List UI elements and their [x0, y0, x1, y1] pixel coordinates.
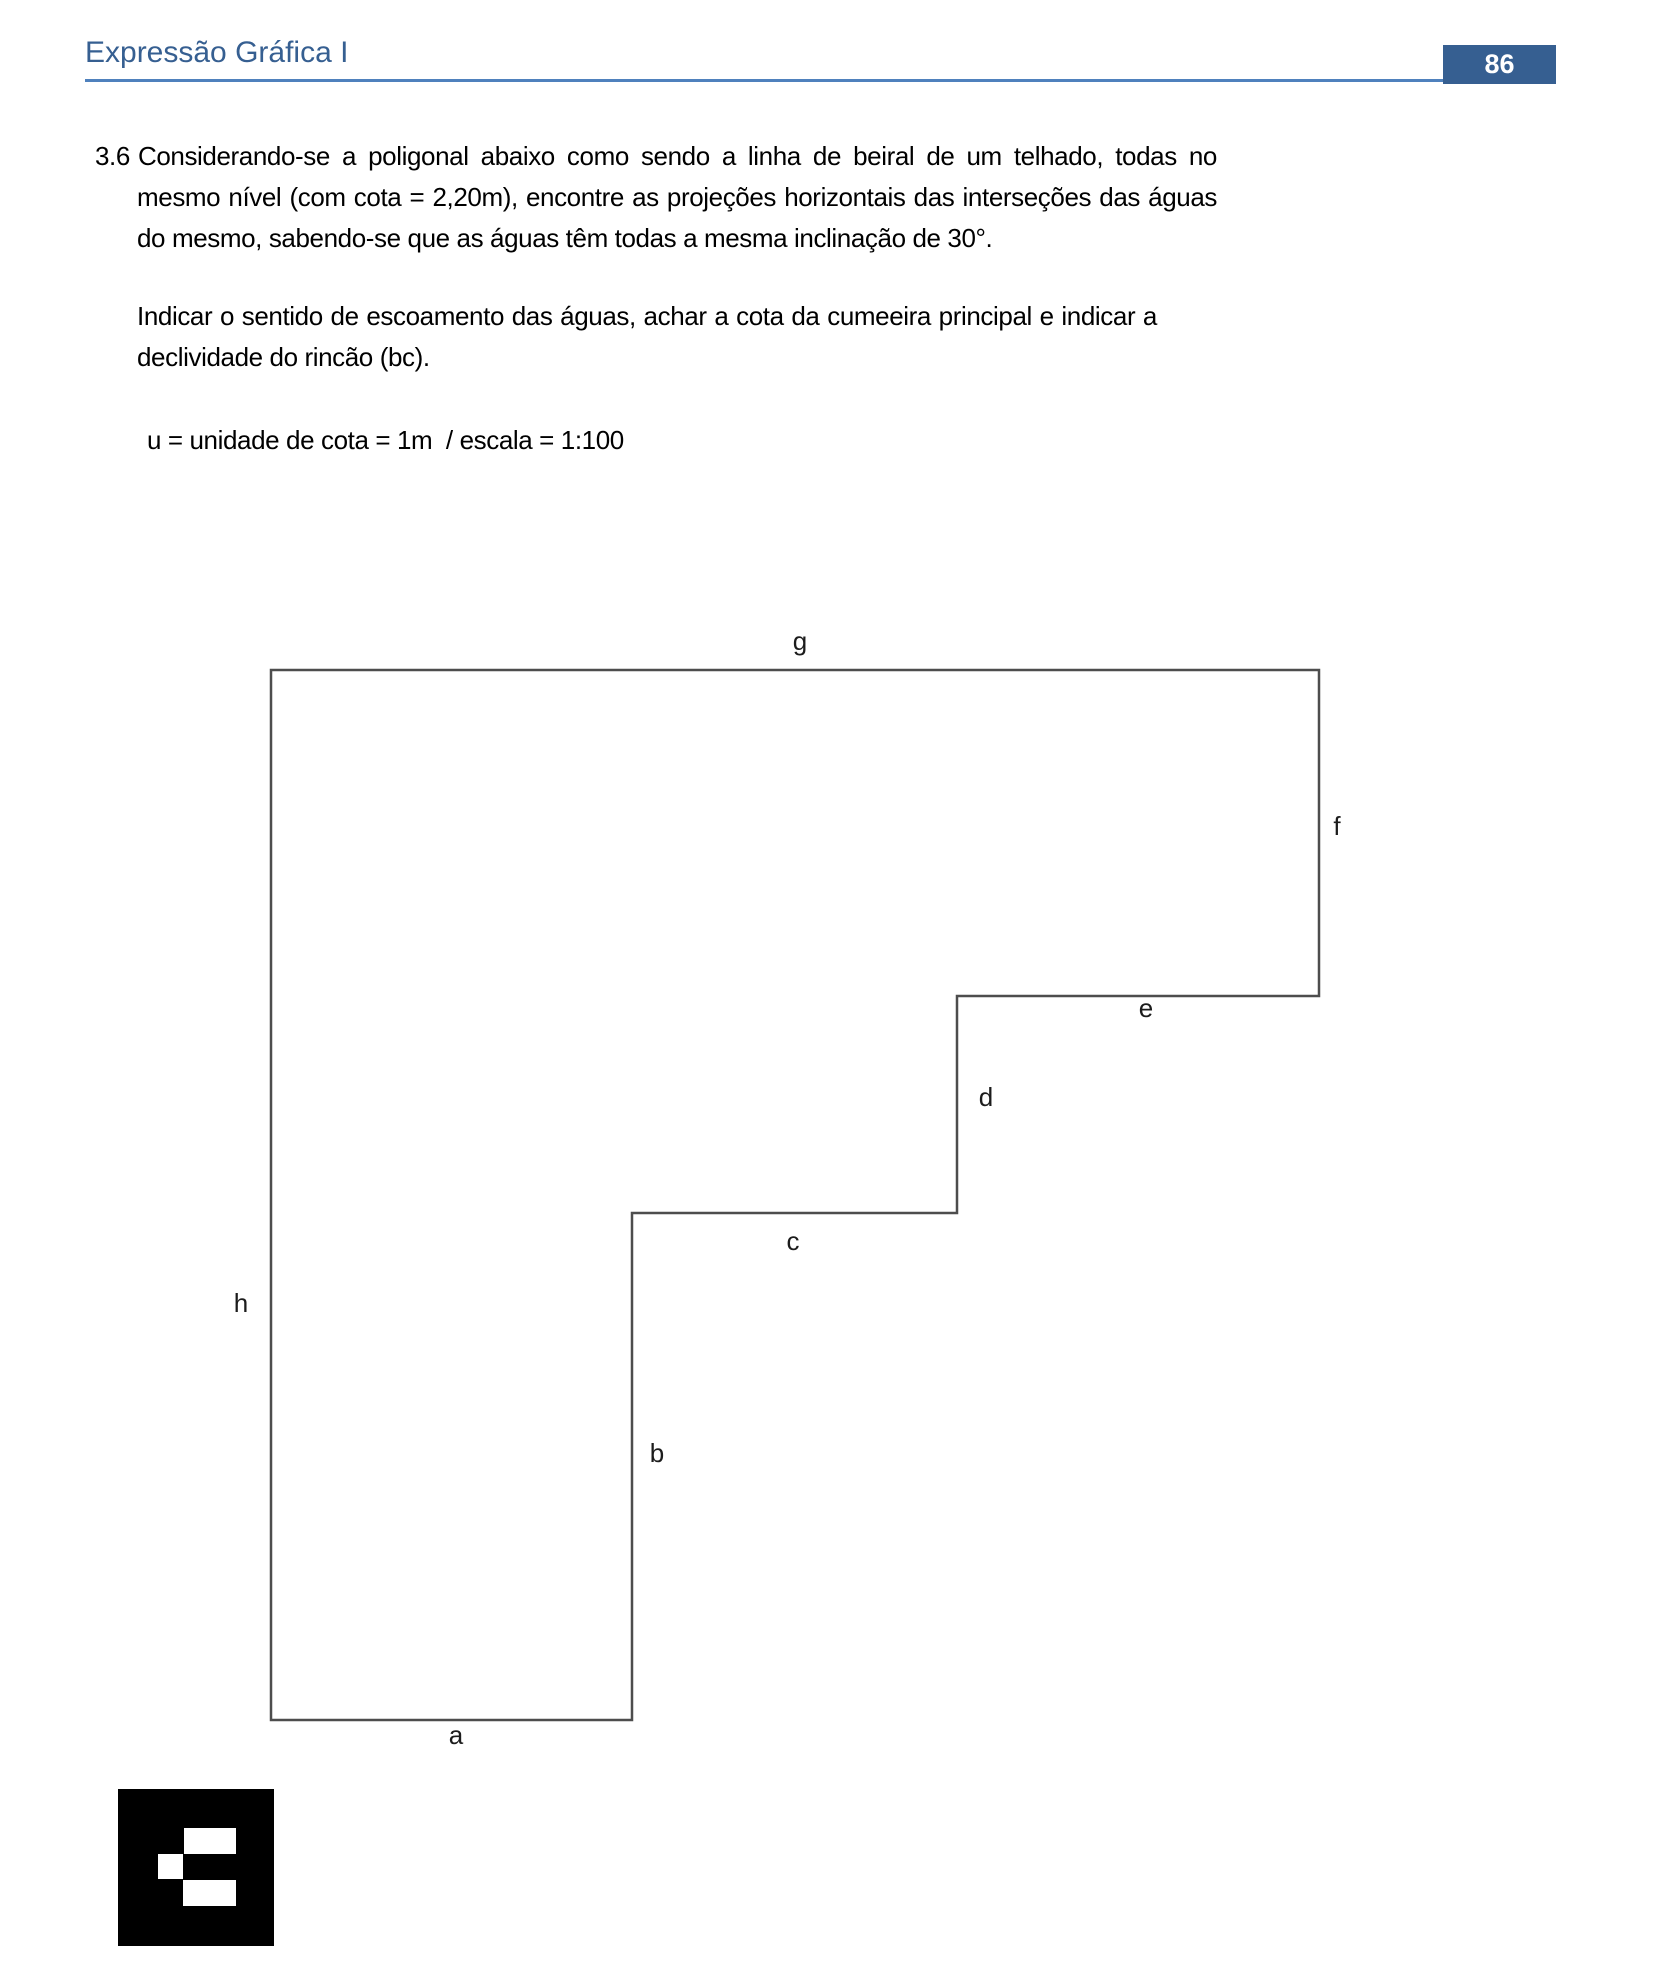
- fiducial-marker: [118, 1789, 274, 1946]
- edge-label-g: g: [792, 626, 808, 656]
- header-title: Expressão Gráfica I: [85, 36, 349, 69]
- edge-label-f: f: [1333, 811, 1341, 841]
- edge-label-c: c: [786, 1226, 800, 1256]
- edge-label-b: b: [649, 1438, 665, 1468]
- scale-note: u = unidade de cota = 1m / escala = 1:100: [147, 425, 624, 455]
- instruction-paragraph: Indicar o sentido de escoamento das águas, achar a cota da cumeeira principal e indicar a declividade do rincão (bc).: [137, 301, 1157, 372]
- eave-polygon: [271, 670, 1319, 1720]
- fiducial-cell: [183, 1880, 236, 1906]
- header-rule: [85, 79, 1556, 82]
- edge-label-e: e: [1138, 993, 1154, 1023]
- edge-label-h: h: [233, 1288, 249, 1318]
- problem-statement: [95, 136, 1217, 259]
- page-number-badge: 86: [1443, 45, 1556, 84]
- fiducial-cell: [158, 1854, 183, 1879]
- edge-label-a: a: [448, 1720, 464, 1750]
- problem-number: 3.6: [95, 141, 130, 171]
- problem-statement-text: Considerando-se a poligonal abaixo como sendo a linha de beiral de um telhado, todas no mesmo nível (com cota = 2,20m), encontre as projeções horizontais das interseções das águas do mesmo, sabendo-se que as águas têm todas a mesma inclinação de 30°.: [137, 141, 1217, 253]
- fiducial-cell: [184, 1828, 236, 1854]
- edge-label-d: d: [978, 1082, 994, 1112]
